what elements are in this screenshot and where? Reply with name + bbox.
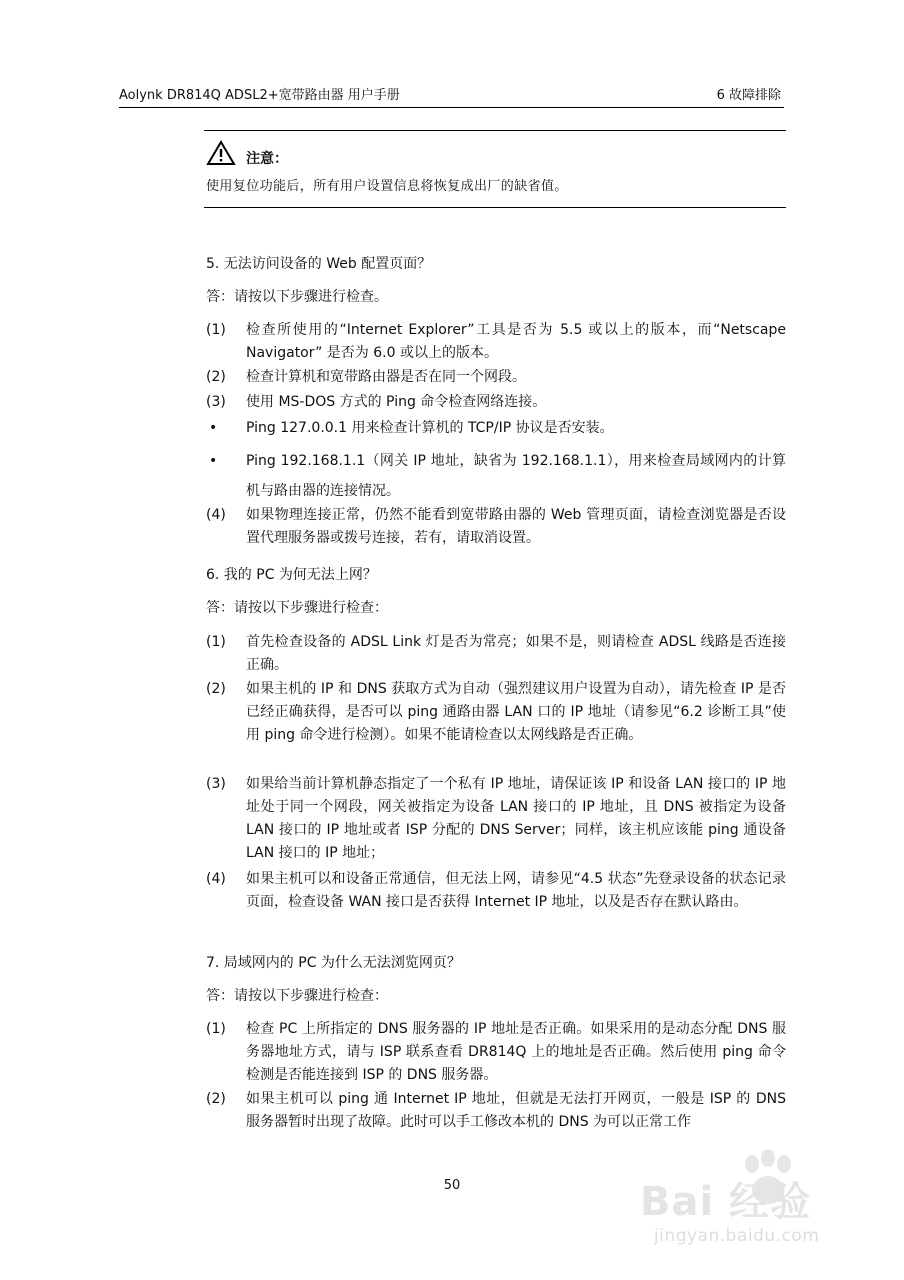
list-marker: (4) (206, 871, 226, 887)
header-rule (119, 107, 784, 108)
list-item-text: 首先检查设备的 ADSL Link 灯是否为常亮；如果不是，则请检查 ADSL 线路是否连接正确。 (246, 634, 786, 673)
answer-5-intro: 答：请按以下步骤进行检查。 (206, 289, 388, 305)
list-item (206, 319, 786, 365)
list-item (206, 631, 786, 677)
list-item-text: 检查计算机和宽带路由器是否在同一个网段。 (246, 369, 526, 385)
list-marker: (3) (206, 394, 226, 410)
question-6: 6. 我的 PC 为何无法上网？ (206, 567, 377, 583)
list-item-text: 如果给当前计算机静态指定了一个私有 IP 地址，请保证该 IP 和设备 LAN 接口的 IP 地址处于同一个网段，网关被指定为设备 LAN 接口的 IP 地址，且 DNS 被指定为设备 LAN 接口的 IP 地址或者 ISP 分配的 DNS Server；同样，该主机应该能 ping 通设备 LAN 接口的 IP 地址； (246, 776, 786, 861)
note-text: 使用复位功能后，所有用户设置信息将恢复成出厂的缺省值。 (206, 179, 568, 194)
bullet-icon: • (209, 453, 218, 469)
list-marker: (3) (206, 776, 226, 792)
list-item (206, 417, 786, 440)
list-marker: (4) (206, 507, 226, 523)
list-item-text: 使用 MS-DOS 方式的 Ping 命令检查网络连接。 (246, 394, 547, 410)
list-marker: (2) (206, 1091, 226, 1107)
watermark-url: jingyan.baidu.com (654, 1226, 820, 1246)
watermark-logo-text: Bai 经验 (640, 1179, 812, 1225)
list-item-text: Ping 127.0.0.1 用来检查计算机的 TCP/IP 协议是否安装。 (246, 420, 614, 436)
list-item-text: 检查所使用的“Internet Explorer”工具是否为 5.5 或以上的版本，而“Netscape Navigator” 是否为 6.0 或以上的版本。 (246, 322, 786, 361)
list-item-text: 如果主机的 IP 和 DNS 获取方式为自动（强烈建议用户设置为自动），请先检查 IP 是否已经正确获得，是否可以 ping 通路由器 LAN 口的 IP 地址（请参见“6.2 诊断工具”使用 ping 命令进行检测）。如果不能请检查以太网线路是否正确。 (246, 681, 786, 743)
list-item-text: 检查 PC 上所指定的 DNS 服务器的 IP 地址是否正确。如果采用的是动态分配 DNS 服务器地址方式，请与 ISP 联系查看 DR814Q 上的地址是否正确。然后使用 ping 命令检测是否能连接到 ISP 的 DNS 服务器。 (246, 1021, 786, 1083)
list-item (206, 366, 786, 389)
list-item (206, 504, 786, 550)
list-item (206, 773, 786, 865)
running-header-chapter: 6 故障排除 (716, 88, 781, 103)
question-5: 5. 无法访问设备的 Web 配置页面？ (206, 256, 432, 272)
note-top-rule (204, 130, 786, 131)
question-7: 7. 局域网内的 PC 为什么无法浏览网页？ (206, 955, 461, 971)
warning-triangle-icon (206, 140, 236, 166)
running-header-title: Aolynk DR814Q ADSL2+宽带路由器 用户手册 (119, 88, 400, 103)
list-item (206, 1018, 786, 1087)
answer-7-intro: 答：请按以下步骤进行检查： (206, 988, 388, 1004)
list-marker: (2) (206, 681, 226, 697)
page-number: 50 (443, 1178, 461, 1193)
list-marker: (1) (206, 634, 226, 650)
list-item-text: 如果物理连接正常，仍然不能看到宽带路由器的 Web 管理页面，请检查浏览器是否设置代理服务器或拨号连接，若有，请取消设置。 (246, 507, 786, 546)
note-title: 注意： (246, 151, 288, 167)
list-marker: (1) (206, 322, 226, 338)
list-item (206, 678, 786, 747)
list-item-text: 如果主机可以和设备正常通信，但无法上网，请参见“4.5 状态”先登录设备的状态记录页面，检查设备 WAN 接口是否获得 Internet IP 地址，以及是否存在默认路由。 (246, 871, 786, 910)
answer-6-intro: 答：请按以下步骤进行检查： (206, 600, 388, 616)
bullet-icon: • (209, 420, 218, 436)
list-marker: (2) (206, 369, 226, 385)
list-item (206, 1088, 786, 1134)
list-item (206, 446, 786, 506)
baidu-jingyan-watermark (640, 1150, 870, 1260)
note-bottom-rule (204, 207, 786, 208)
list-item-text: 如果主机可以 ping 通 Internet IP 地址，但就是无法打开网页，一般是 ISP 的 DNS 服务器暂时出现了故障。此时可以手工修改本机的 DNS 为可以正常工作 (246, 1091, 786, 1130)
list-item-text: Ping 192.168.1.1（网关 IP 地址，缺省为 192.168.1.1），用来检查局域网内的计算机与路由器的连接情况。 (246, 453, 786, 499)
list-item (206, 391, 786, 414)
list-item (206, 868, 786, 914)
list-marker: (1) (206, 1021, 226, 1037)
